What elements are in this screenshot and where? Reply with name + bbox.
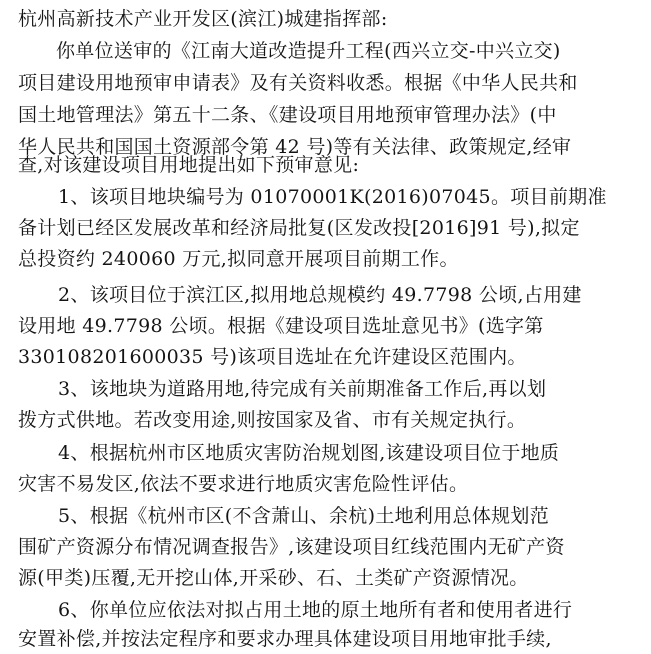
item-1-line-2: 备计划已经区发展改革和经济局批复(区发改投[2016]91 号),拟定 <box>18 217 580 239</box>
item-3-line-2: 拨方式供地。若改变用途,则按国家及省、市有关规定执行。 <box>18 409 527 431</box>
intro-line-5: 查,对该建设项目用地提出如下预审意见: <box>18 154 360 176</box>
item-6-line-2: 安置补偿,并按法定程序和要求办理具体建设项目用地审批手续, <box>18 628 552 650</box>
intro-line-2: 项目建设用地预审申请表》及有关资料收悉。根据《中华人民共和 <box>18 72 578 94</box>
intro-line-4: 华人民共和国国土资源部令第 42 号)等有关法律、政策规定,经审 <box>18 136 572 158</box>
item-2-line-2: 设用地 49.7798 公顷。根据《建设项目选址意见书》(选字第 <box>18 315 544 337</box>
intro-line-3: 国土地管理法》第五十二条、《建设项目用地预审管理办法》(中 <box>18 104 557 126</box>
item-1-line-1: 1、该项目地块编号为 01070001K(2016)07045。项目前期准 <box>58 186 607 208</box>
item-4-line-1: 4、根据杭州市区地质灾害防治规划图,该建设项目位于地质 <box>58 442 560 464</box>
addressee-line: 杭州高新技术产业开发区(滨江)城建指挥部: <box>18 8 388 30</box>
item-5-line-1: 5、根据《杭州市区(不含萧山、余杭)土地利用总体规划范 <box>58 505 550 527</box>
item-1-line-3: 总投资约 240060 万元,拟同意开展项目前期工作。 <box>18 248 459 270</box>
item-5-line-3: 源(甲类)压覆,无开挖山体,开采砂、石、土类矿产资源情况。 <box>18 567 529 589</box>
item-6-line-1: 6、你单位应依法对拟占用土地的原土地所有者和使用者进行 <box>58 599 573 621</box>
item-4-line-2: 灾害不易发区,依法不要求进行地质灾害危险性评估。 <box>18 473 469 495</box>
item-2-line-1: 2、该项目位于滨江区,拟用地总规模约 49.7798 公顷,占用建 <box>58 284 582 306</box>
item-3-line-1: 3、该地块为道路用地,待完成有关前期准备工作后,再以划 <box>58 378 547 400</box>
item-2-line-3: 330108201600035 号)该项目选址在允许建设区范围内。 <box>18 346 527 368</box>
intro-line-1: 你单位送审的《江南大道改造提升工程(西兴立交-中兴立交) <box>56 40 561 62</box>
item-5-line-2: 围矿产资源分布情况调查报告》,该建设项目红线范围内无矿产资 <box>18 536 565 558</box>
